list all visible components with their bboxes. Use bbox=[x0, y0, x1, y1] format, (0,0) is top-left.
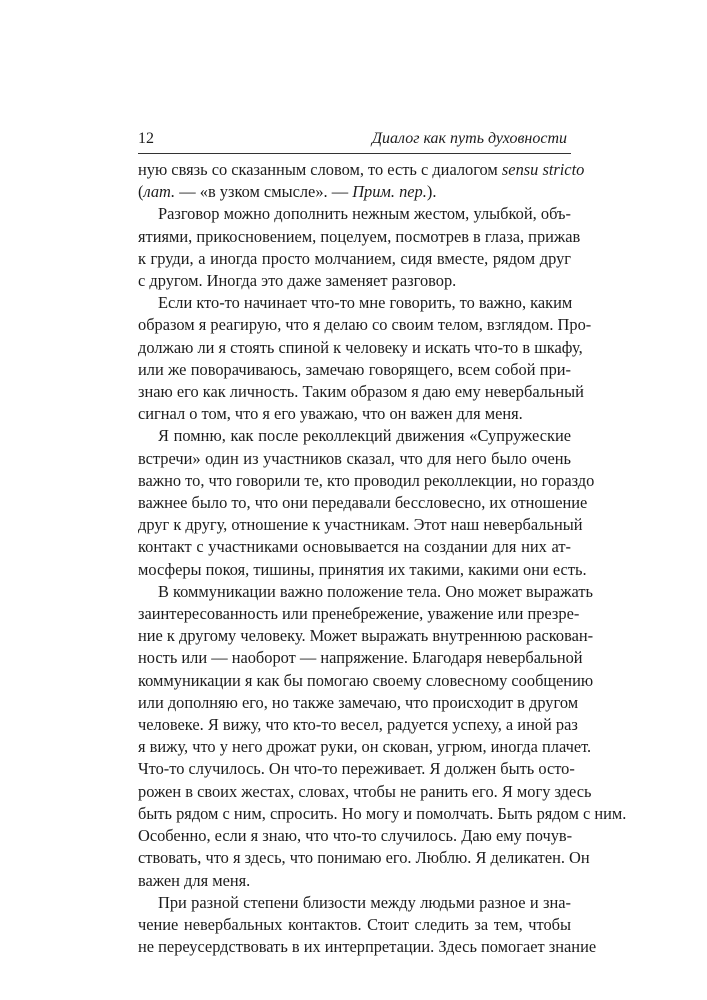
text-line: При разной степени близости между людьми разное и зна- bbox=[158, 892, 571, 912]
body-text bbox=[138, 159, 627, 958]
text-line: я вижу, что у него дрожат руки, он скован, угрюм, иногда плачет. bbox=[138, 737, 592, 757]
running-title: Диалог как путь духовности bbox=[371, 130, 567, 147]
text-line: В коммуникации важно положение тела. Оно может выражать bbox=[158, 581, 593, 601]
text-line: к груди, а иногда просто молчанием, сидя вместе, рядом друг bbox=[138, 248, 571, 268]
text-line: или дополняю его, но также замечаю, что происходит в другом bbox=[138, 692, 579, 712]
text-line: не переусердствовать в их интерпретации. Здесь помогает знание bbox=[138, 937, 597, 957]
text-line: контакт с участниками основывается на создании для них ат- bbox=[138, 537, 571, 557]
text-line: Особенно, если я знаю, что что-то случилось. Даю ему почув- bbox=[138, 826, 573, 846]
paragraph bbox=[138, 892, 597, 959]
text-line: или же поворачиваюсь, замечаю говорящего, всем собой при- bbox=[138, 359, 571, 379]
text-line: (лат. — «в узком смысле». — Прим. пер.). bbox=[138, 182, 437, 202]
text-line: должаю ли я стоять спиной к человеку и искать что-то в шкафу, bbox=[138, 337, 583, 357]
paragraph bbox=[138, 292, 592, 425]
text-line: чение невербальных контактов. Стоит следить за тем, чтобы bbox=[138, 914, 571, 934]
text-line: знаю его как личность. Таким образом я даю ему невербальный bbox=[138, 382, 584, 402]
paragraph bbox=[138, 159, 585, 203]
text-line: мосферы покоя, тишины, принятия их такими, какими они есть. bbox=[138, 559, 587, 579]
text-line: ятиями, прикосновением, поцелуем, посмотрев в глаза, прижав bbox=[138, 226, 581, 246]
text-line: Что-то случилось. Он что-то переживает. Я должен быть осто- bbox=[138, 759, 575, 779]
text-line: важен для меня. bbox=[138, 870, 251, 890]
text-line: ность или — наоборот — напряжение. Благодаря невербальной bbox=[138, 648, 583, 668]
text-line: быть рядом с ним, спросить. Но могу и помолчать. Быть рядом с ним. bbox=[138, 803, 627, 823]
text-line: друг к другу, отношение к участникам. Этот наш невербальный bbox=[138, 515, 583, 535]
paragraph bbox=[138, 425, 595, 580]
paragraph bbox=[138, 581, 627, 892]
text-line: рожен в своих жестах, словах, чтобы не ранить его. Я могу здесь bbox=[138, 781, 592, 801]
text-line: важнее было то, что они передавали бессловесно, их отношение bbox=[138, 493, 588, 513]
text-line: Если кто-то начинает что-то мне говорить, то важно, каким bbox=[158, 293, 573, 313]
text-line: ную связь со сказанным словом, то есть с диалогом sensu stricto bbox=[138, 160, 585, 179]
text-line: сигнал о том, что я его уважаю, что он важен для меня. bbox=[138, 404, 523, 424]
running-header bbox=[138, 129, 571, 154]
text-line: человеке. Я вижу, что кто-то весел, радуется успеху, а иной раз bbox=[138, 715, 578, 735]
text-line: Разговор можно дополнить нежным жестом, улыбкой, объ- bbox=[158, 204, 571, 224]
text-line: образом я реагирую, что я делаю со своим телом, взглядом. Про- bbox=[138, 315, 592, 335]
text-line: Я помню, как после реколлекций движения «Супружеские bbox=[158, 426, 571, 446]
text-line: встречи» один из участников сказал, что для него было очень bbox=[138, 448, 571, 468]
page-number: 12 bbox=[138, 130, 154, 147]
text-line: ствовать, что я здесь, что понимаю его. Люблю. Я деликатен. Он bbox=[138, 848, 590, 868]
text-line: ние к другому человеку. Может выражать внутреннюю раскован- bbox=[138, 626, 594, 646]
text-line: заинтересованность или пренебрежение, уважение или презре- bbox=[138, 604, 580, 624]
paragraph bbox=[138, 203, 581, 292]
text-line: важно то, что говорили те, кто проводил реколлекции, но гораздо bbox=[138, 470, 595, 490]
text-line: коммуникации я как бы помогаю своему словесному сообщению bbox=[138, 670, 594, 690]
text-line: с другом. Иногда это даже заменяет разговор. bbox=[138, 271, 457, 291]
